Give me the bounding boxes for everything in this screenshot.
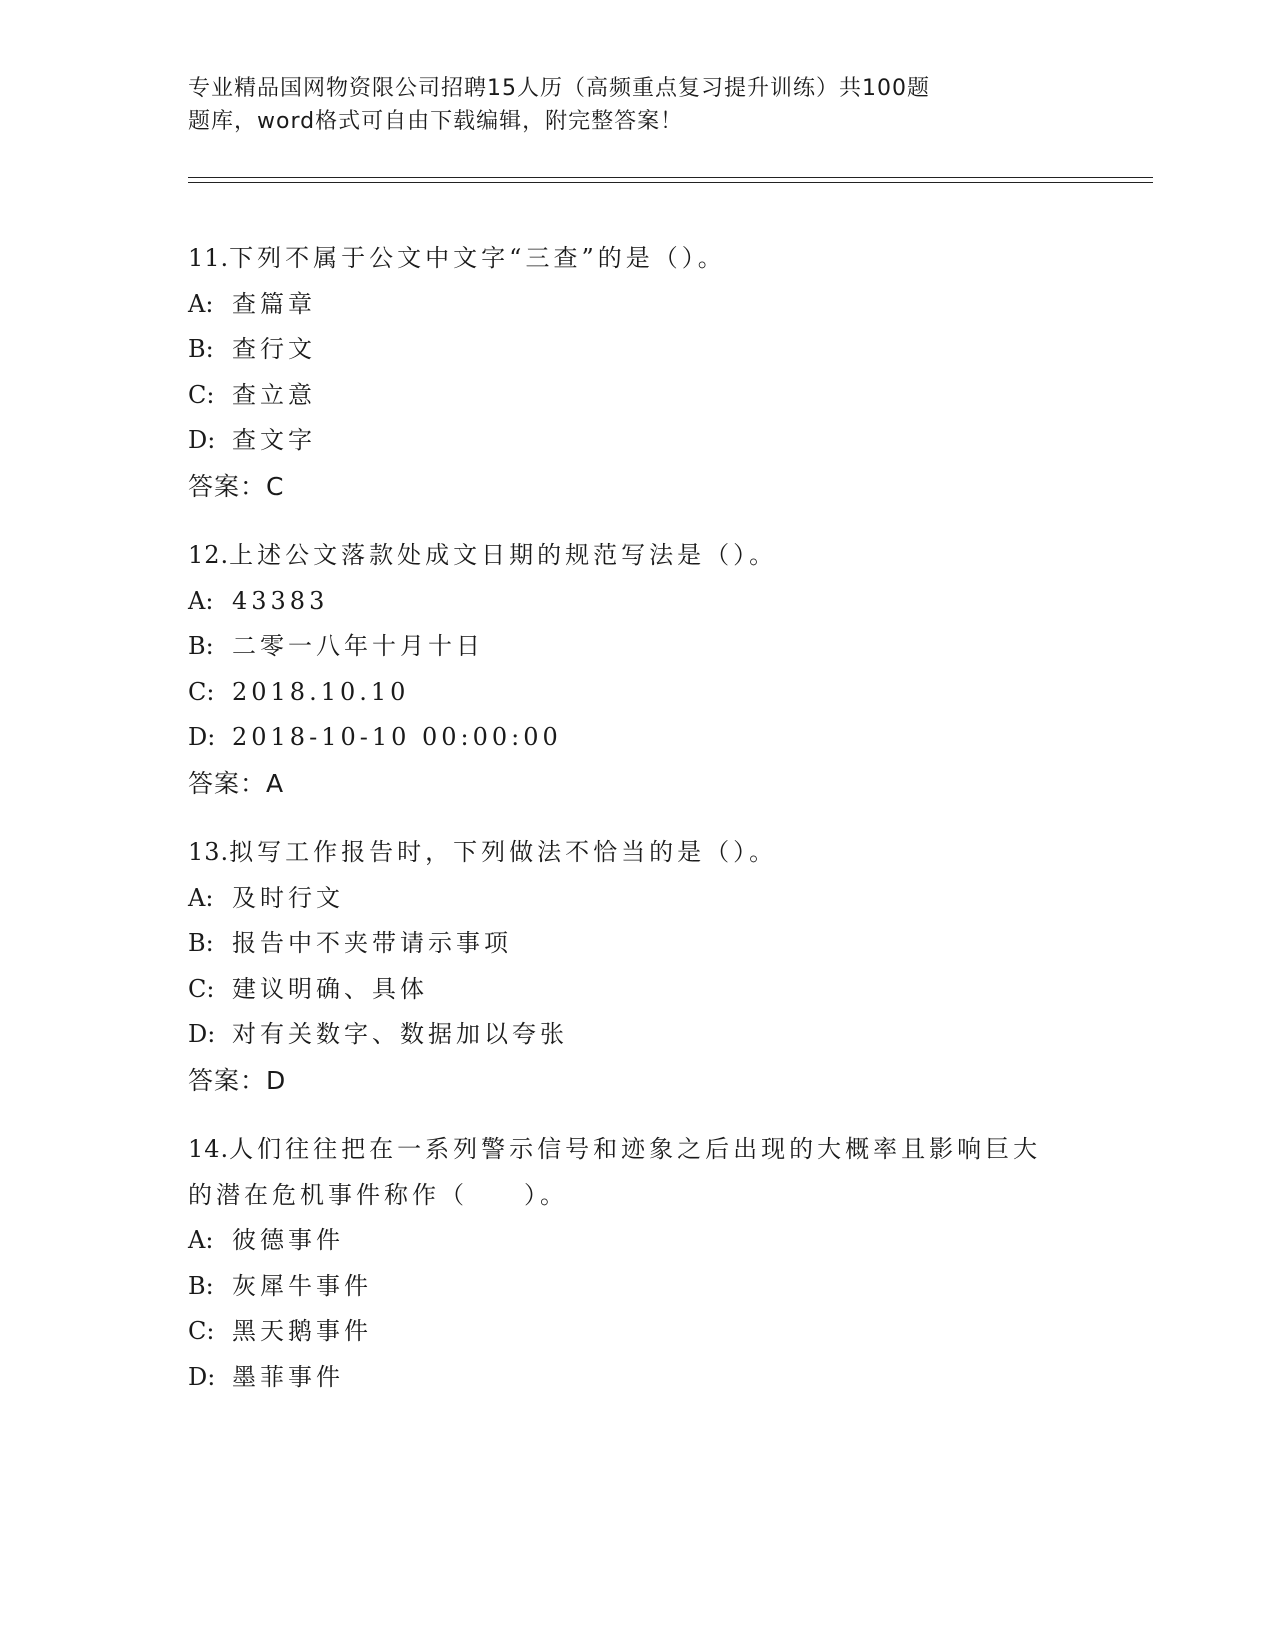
option-key: A:	[188, 1226, 214, 1254]
option-key: D:	[188, 426, 216, 454]
option-text: 灰犀牛事件	[232, 1271, 372, 1300]
question-number: 13.	[188, 838, 230, 866]
option-text: 二零一八年十月十日	[232, 632, 484, 660]
option-text: 查行文	[232, 335, 316, 363]
option-text: 建议明确、具体	[232, 974, 428, 1003]
option-text: 及时行文	[232, 883, 344, 912]
answer-line: 答案：C	[188, 471, 285, 501]
option-key: B:	[188, 632, 214, 660]
question-11	[188, 236, 1088, 509]
question-stem	[188, 236, 1088, 282]
question-number: 14.	[188, 1135, 230, 1163]
question-text: 上述公文落款处成文日期的规范写法是（）。	[229, 541, 778, 569]
option-key: C:	[188, 380, 215, 409]
question-14	[188, 1127, 1088, 1400]
option-c	[188, 967, 1088, 1013]
option-key: D:	[188, 1020, 216, 1048]
option-b	[188, 624, 1088, 670]
document-header	[188, 72, 1008, 138]
option-text: 查立意	[232, 380, 316, 409]
option-text: 2018-10-10 00:00:00	[232, 723, 562, 751]
option-d	[188, 715, 1088, 761]
option-text: 43383	[232, 586, 329, 615]
question-stem	[188, 1127, 1088, 1173]
header-divider-bottom	[188, 182, 1153, 183]
option-text: 报告中不夹带请示事项	[232, 929, 512, 957]
question-text: 下列不属于公文中文字“三查”的是（）。	[229, 244, 726, 272]
question-12	[188, 533, 1088, 806]
option-text: 墨菲事件	[232, 1362, 344, 1391]
option-c	[188, 373, 1088, 419]
option-a	[188, 579, 1088, 625]
option-key: B:	[188, 929, 214, 957]
question-list	[188, 236, 1088, 1424]
option-a	[188, 1218, 1088, 1264]
header-divider-top	[188, 177, 1153, 178]
answer-line: 答案：D	[188, 1065, 287, 1095]
option-text: 2018.10.10	[232, 677, 410, 706]
question-13	[188, 830, 1088, 1103]
option-d	[188, 1355, 1088, 1401]
question-text: 人们往往把在一系列警示信号和迹象之后出现的大概率且影响巨大	[229, 1135, 1042, 1163]
option-key: D:	[188, 1362, 216, 1391]
option-a	[188, 876, 1088, 922]
option-b	[188, 921, 1088, 967]
question-stem	[188, 533, 1088, 579]
option-b	[188, 327, 1088, 373]
option-key: A:	[188, 586, 214, 615]
option-text: 黑天鹅事件	[232, 1317, 372, 1345]
option-d	[188, 1012, 1088, 1058]
option-key: D:	[188, 723, 216, 751]
option-c	[188, 670, 1088, 716]
option-key: C:	[188, 1317, 215, 1345]
question-stem-continuation: 的潜在危机事件称作（ ）。	[188, 1180, 568, 1209]
option-key: B:	[188, 335, 214, 363]
question-stem	[188, 830, 1088, 876]
option-text: 查文字	[232, 426, 316, 454]
option-text: 彼德事件	[232, 1226, 344, 1254]
option-text: 对有关数字、数据加以夸张	[232, 1020, 568, 1048]
question-number: 11.	[188, 244, 230, 272]
option-key: A:	[188, 883, 214, 912]
answer-line: 答案：A	[188, 768, 285, 798]
question-number: 12.	[188, 541, 230, 569]
option-text: 查篇章	[232, 289, 316, 318]
header-title-line-1: 专业精品国网物资限公司招聘15人历（高频重点复习提升训练）共100题	[188, 76, 930, 101]
option-b	[188, 1264, 1088, 1310]
option-key: C:	[188, 974, 215, 1003]
question-text: 拟写工作报告时，下列做法不恰当的是（）。	[229, 838, 778, 866]
option-d	[188, 418, 1088, 464]
option-key: A:	[188, 289, 214, 318]
option-key: C:	[188, 677, 215, 706]
option-a	[188, 282, 1088, 328]
header-title-line-2: 题库，word格式可自由下载编辑，附完整答案！	[188, 109, 684, 134]
option-c	[188, 1309, 1088, 1355]
option-key: B:	[188, 1271, 214, 1300]
